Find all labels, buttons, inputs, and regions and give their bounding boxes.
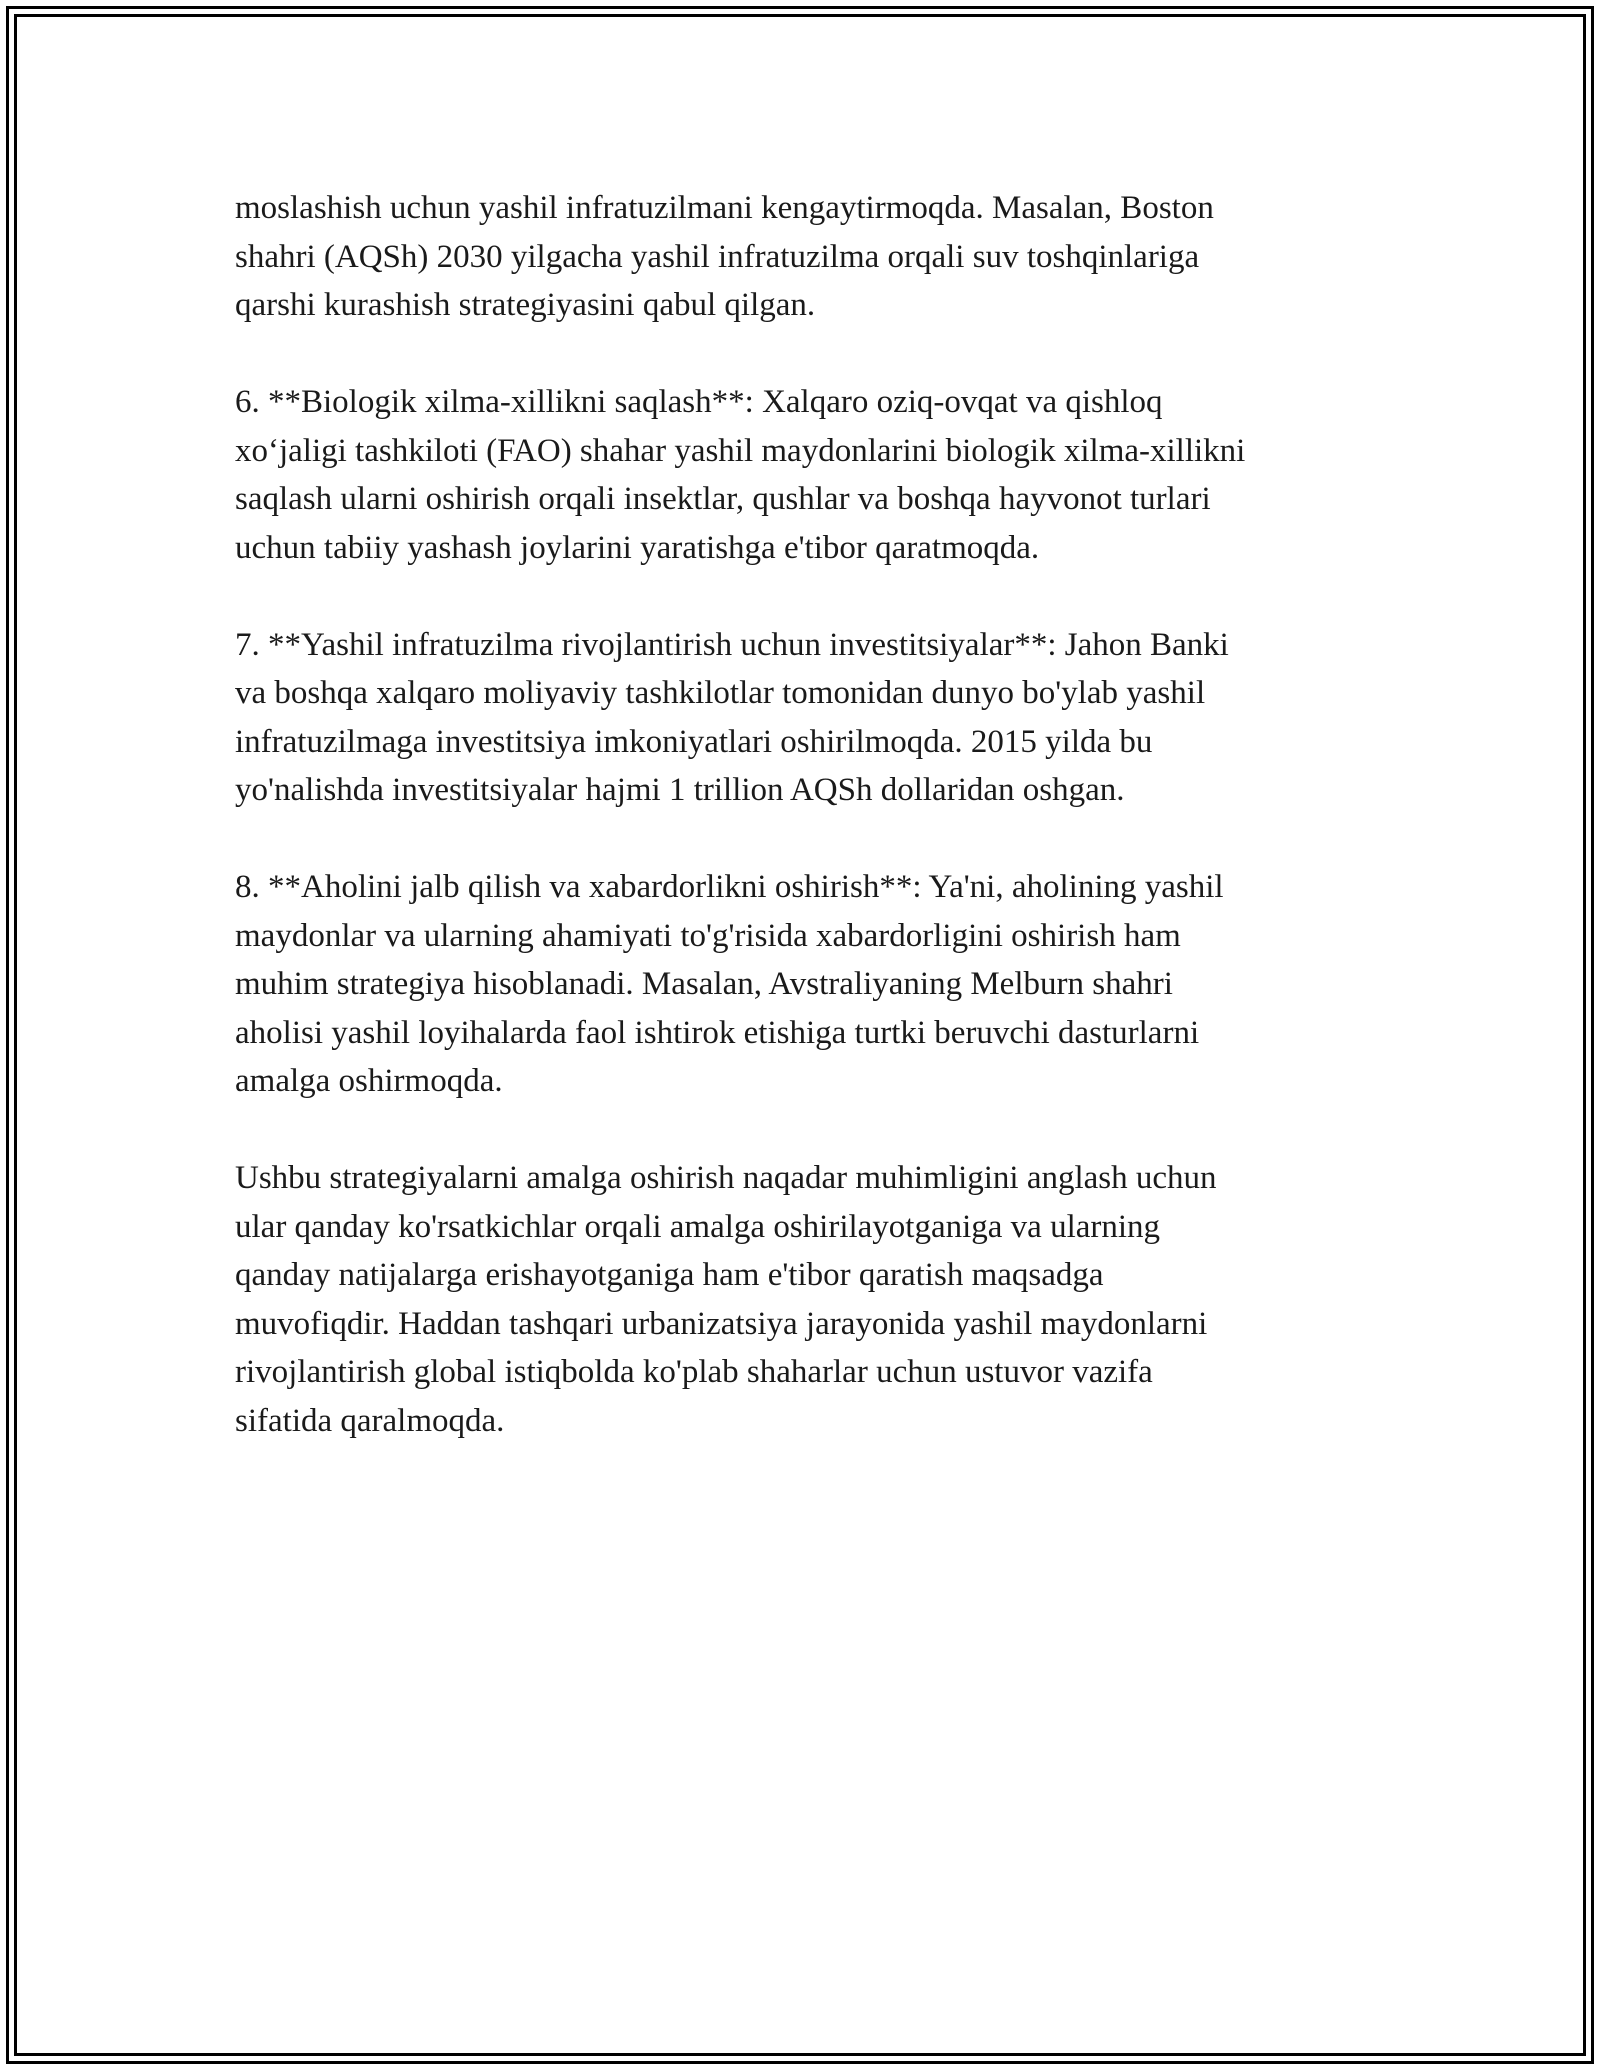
paragraph-green-infrastructure-continuation: moslashish uchun yashil infratuzilmani kengaytirmoqda. Masalan, Boston shahri (AQSh) 2030 yilgacha yashil infratuzilma orqali suv toshqinlariga qarshi kurashish strategiyasini qabul qilgan. (235, 190, 1214, 323)
paragraph-public-engagement: 8. **Aholini jalb qilish va xabardorlikni oshirish**: Ya'ni, aholining yashil maydonlar va ularning ahamiyati to'g'risida xabardorligini oshirish ham muhim strategiya hisoblanadi. Masalan, Avstraliyaning Melburn shahri aholisi yashil loyihalarda faol ishtirok etishiga turtki beruvchi dasturlarni amalga oshirmoqda. (235, 869, 1224, 1099)
document-body (235, 184, 1415, 1494)
paragraph-investments: 7. **Yashil infratuzilma rivojlantirish uchun investitsiyalar**: Jahon Banki va boshqa xalqaro moliyaviy tashkilotlar tomonidan dunyo bo'ylab yashil infratuzilmaga investitsiya imkoniyatlari oshirilmoqda. 2015 yilda bu yo'nalishda investitsiyalar hajmi 1 trillion AQSh dollaridan oshgan. (235, 626, 1229, 808)
paragraph-conclusion: Ushbu strategiyalarni amalga oshirish naqadar muhimligini anglash uchun ular qanday ko'rsatkichlar orqali amalga oshirilayotganiga va ularning qanday natijalarga erishayotganiga ham e'tibor qaratish maqsadga muvofiqdir. Haddan tashqari urbanizatsiya jarayonida yashil maydonlarni rivojlantirish global istiqbolda ko'plab shaharlar uchun ustuvor vazifa sifatida qaralmoqda. (235, 1160, 1217, 1439)
paragraph-biodiversity: 6. **Biologik xilma-xillikni saqlash**: Xalqaro oziq-ovqat va qishloq xo‘jaligi tashkiloti (FAO) shahar yashil maydonlarini biologik xilma-xillikni saqlash ularni oshirish orqali insektlar, qushlar va boshqa hayvonot turlari uchun tabiiy yashash joylarini yaratishga e'tibor qaratmoqda. (235, 384, 1246, 566)
